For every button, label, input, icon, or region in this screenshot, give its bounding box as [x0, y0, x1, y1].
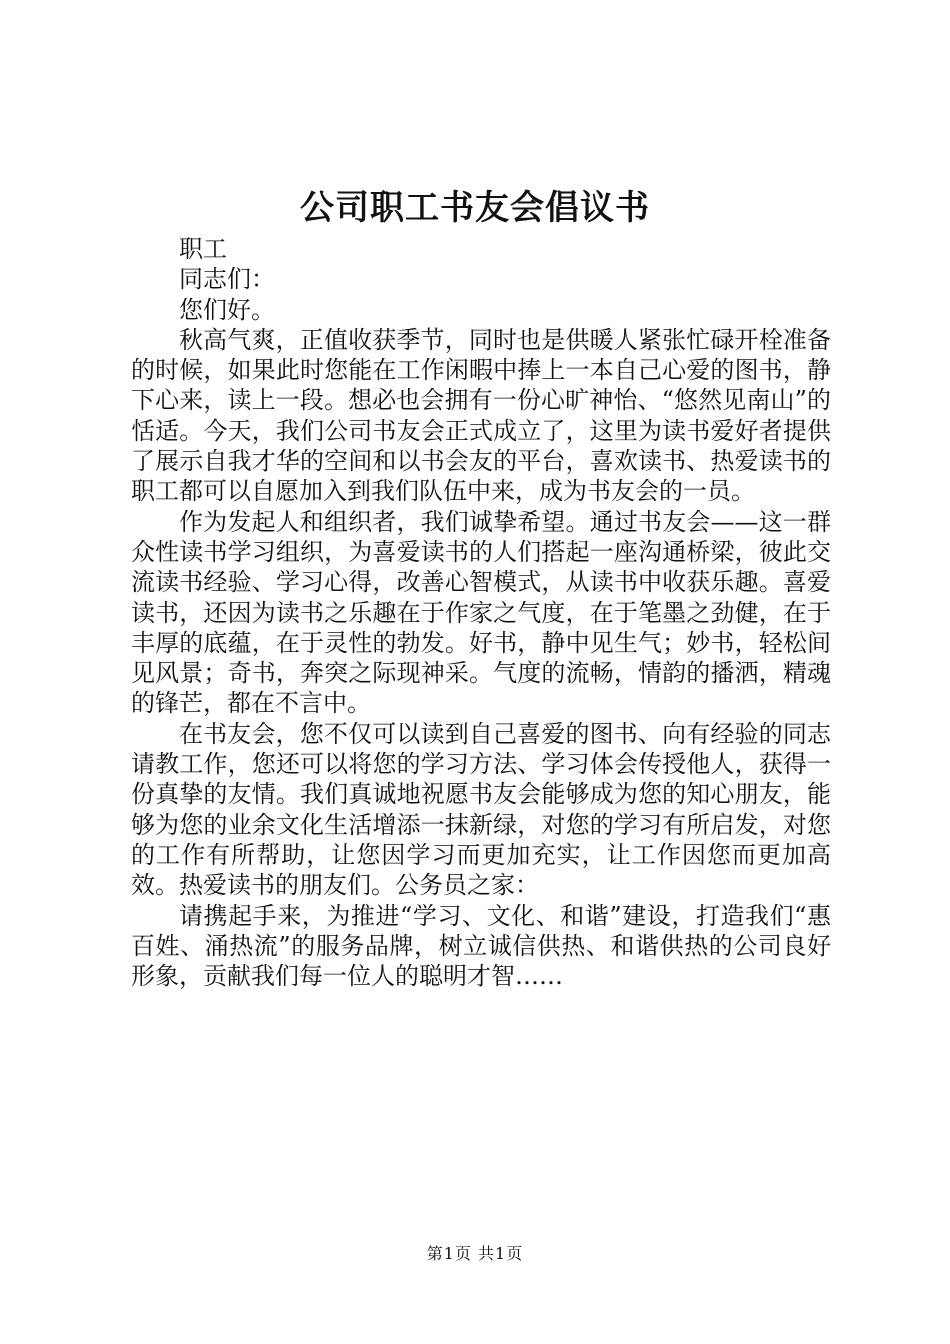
- paragraph-purpose: 作为发起人和组织者，我们诚挚希望。通过书友会——这一群众性读书学习组织，为喜爱读书的人们搭起一座沟通桥梁，彼此交流读书经验、学习心得，改善心智模式，从读书中收获乐趣。喜爱读书，还因为读书之乐趣在于作家之气度，在于笔墨之劲健，在于丰厚的底蕴，在于灵性的勃发。好书，静中见生气；妙书，轻松间见风景；奇书，奔突之际现神采。气度的流畅，情韵的播洒，精魂的锋芒，都在不言中。: [131, 507, 831, 718]
- paragraph-intro: 秋高气爽，正值收获季节，同时也是供暖人紧张忙碌开栓准备的时候，如果此时您能在工作闲暇中捧上一本自己心爱的图书，静下心来，读上一段。想必也会拥有一份心旷神怡、“悠然见南山”的恬适。今天，我们公司书友会正式成立了，这里为读书爱好者提供了展示自我才华的空间和以书会友的平台，喜欢读书、热爱读书的职工都可以自愿加入到我们队伍中来，成为书友会的一员。: [131, 325, 831, 506]
- salutation-recipient: 职工: [179, 235, 227, 263]
- salutation-comrades: 同志们：: [179, 265, 275, 294]
- paragraph-benefits: 在书友会，您不仅可以读到自己喜爱的图书、向有经验的同志请教工作，您还可以将您的学习方法、学习体会传授他人，获得一份真挚的友情。我们真诚地祝愿书友会能够成为您的知心朋友，能够为您的业余文化生活增添一抹新绿，对您的学习有所启发，对您的工作有所帮助，让您因学习而更加充实，让工作因您而更加高效。热爱读书的朋友们。公务员之家：: [131, 719, 831, 900]
- greeting: 您们好。: [179, 295, 275, 324]
- page-number-footer: 第1页 共1页: [426, 1244, 524, 1263]
- document-title: 公司职工书友会倡议书: [300, 188, 650, 228]
- paragraph-call-to-action: 请携起手来，为推进“学习、文化、和谐”建设，打造我们“惠百姓、涌热流”的服务品牌，树立诚信供热、和谐供热的公司良好形象，贡献我们每一位人的聪明才智……: [131, 901, 831, 991]
- document-body: [131, 234, 831, 991]
